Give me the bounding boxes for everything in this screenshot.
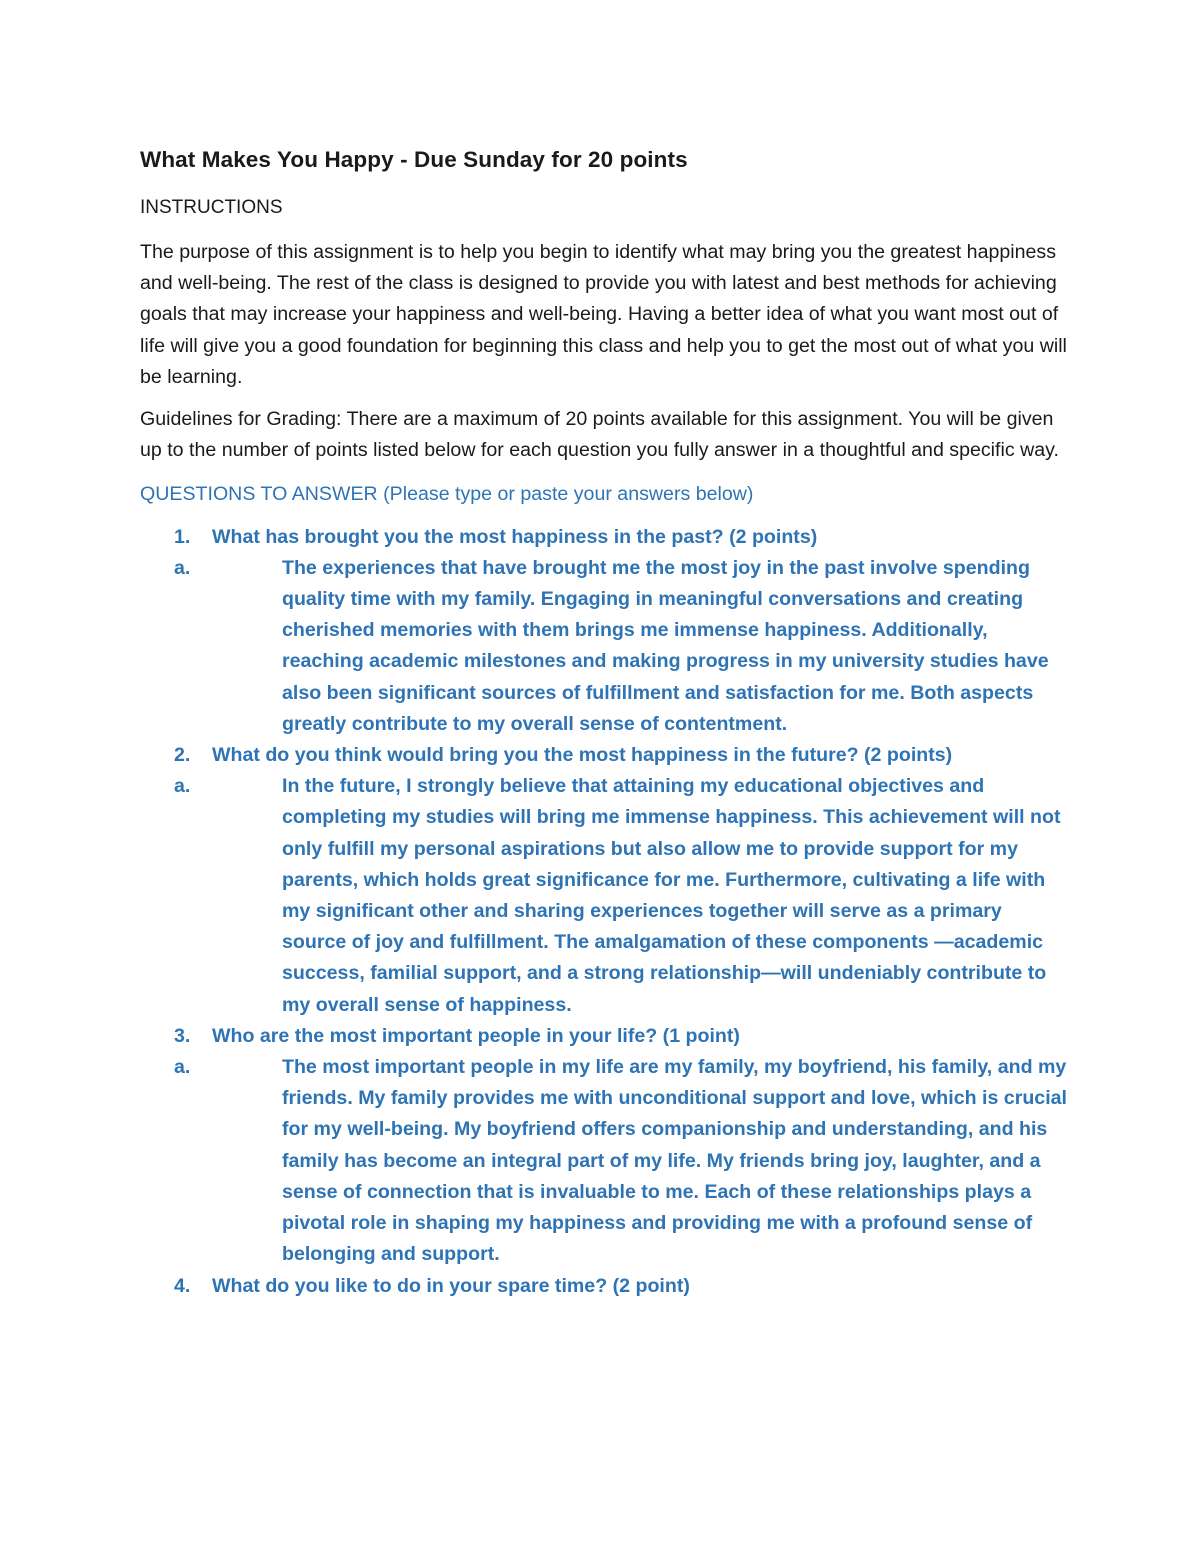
answer-3	[174, 1052, 1070, 1270]
answer-3-wrapper	[174, 1052, 1070, 1270]
answer-letter: a.	[174, 556, 191, 579]
question-2	[140, 740, 1070, 771]
instructions-heading: INSTRUCTIONS	[140, 197, 283, 218]
question-text: What do you think would bring you the most happiness in the future? (2 points)	[212, 744, 953, 767]
question-item	[140, 1021, 1070, 1271]
document-title: What Makes You Happy - Due Sunday for 20 points	[140, 147, 688, 172]
answer-letter: a.	[174, 1056, 191, 1079]
answer-2	[174, 771, 1070, 1021]
document-page	[140, 140, 1070, 1302]
question-1	[140, 522, 1070, 553]
purpose-paragraph: The purpose of this assignment is to help you begin to identify what may bring you the greatest happiness and well-being. The rest of the class is designed to provide you with latest and best methods for achieving goals that may increase your happiness and well-being. Having a better idea of what you want most out of life will give you a good foundation for beginning this class and help you to get the most out of what you will be learning.	[140, 241, 1067, 388]
answer-letter: a.	[174, 775, 191, 798]
question-text: What do you like to do in your spare time? (2 point)	[212, 1274, 690, 1297]
answer-text: The experiences that have brought me the most joy in the past involve spending quality time with my family. Engaging in meaningful conversations and creating cherished memories with them brings me immense happiness. Additionally, reaching academic milestones and making progress in my university studies have also been significant sources of fulfillment and satisfaction for me. Both aspects greatly contribute to my overall sense of contentment.	[282, 556, 1049, 735]
question-item	[140, 1271, 1070, 1302]
question-number: 2.	[174, 744, 191, 767]
question-item	[140, 522, 1070, 740]
question-3	[140, 1021, 1070, 1052]
answer-text: In the future, I strongly believe that attaining my educational objectives and completing my studies will bring me immense happiness. This achievement will not only fulfill my personal aspirations but also allow me to provide support for my parents, which holds great significance for me. Furthermore, cultivating a life with my significant other and sharing experiences together will serve as a primary source of joy and fulfillment. The amalgamation of these components —academic success, familial support, and a strong relationship—will undeniably contribute to my overall sense of happiness.	[282, 775, 1061, 1016]
answer-2-wrapper	[174, 771, 1070, 1021]
answer-1-wrapper	[174, 553, 1070, 740]
answer-1	[174, 553, 1070, 740]
question-text: Who are the most important people in your life? (1 point)	[212, 1024, 740, 1047]
question-text: What has brought you the most happiness in the past? (2 points)	[212, 525, 818, 548]
grading-paragraph: Guidelines for Grading: There are a maximum of 20 points available for this assignment. You will be given up to the number of points listed below for each question you fully answer in a thoughtful and specific way.	[140, 408, 1059, 462]
question-number: 1.	[174, 525, 191, 548]
questions-heading: QUESTIONS TO ANSWER (Please type or paste your answers below)	[140, 483, 754, 506]
question-number: 4.	[174, 1274, 191, 1297]
answer-text: The most important people in my life are my family, my boyfriend, his family, and my friends. My family provides me with unconditional support and love, which is crucial for my well-being. My boyfriend offers companionship and understanding, and his family has become an integral part of my life. My friends bring joy, laughter, and a sense of connection that is invaluable to me. Each of these relationships plays a pivotal role in shaping my happiness and providing me with a profound sense of belonging and support.	[282, 1056, 1067, 1266]
question-item	[140, 740, 1070, 1021]
questions-list	[140, 522, 1070, 1302]
question-4	[140, 1271, 1070, 1302]
question-number: 3.	[174, 1024, 191, 1047]
